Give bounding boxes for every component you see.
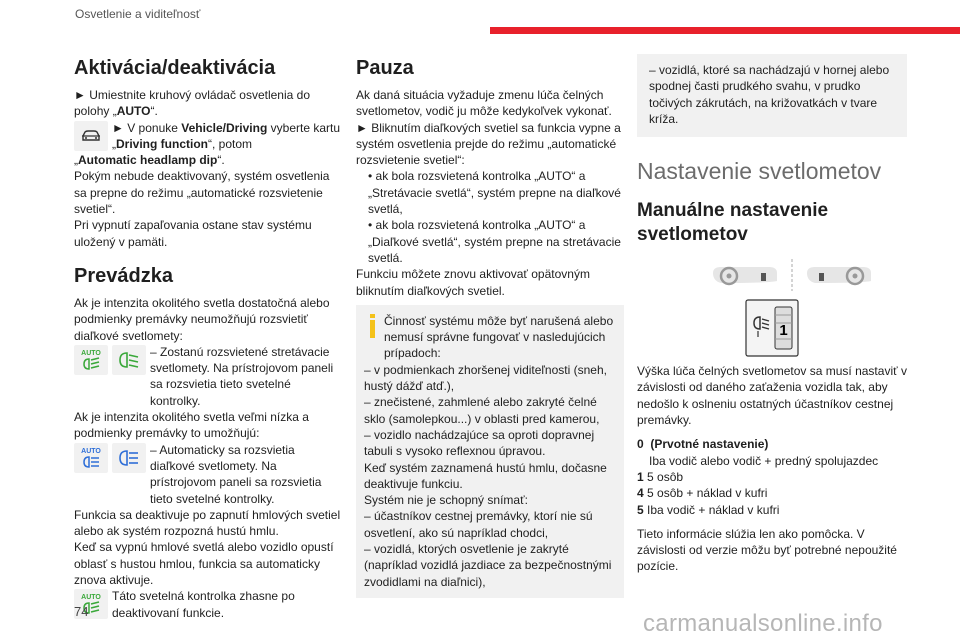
dashboard-illustration (677, 259, 907, 291)
dial-label: 1 (779, 322, 788, 340)
warning-note (356, 305, 624, 598)
operation-lowbeam-row (74, 344, 342, 409)
high-beam-icon (112, 443, 146, 473)
section-title-pause: Pauza (356, 57, 414, 79)
operation-off-row (74, 588, 342, 621)
adjust-item-1: 1 5 osôb (637, 469, 684, 484)
note-text-9: – vozidlá, ktoré sa nachádzajú v hornej alebo spodnej časti prudkého svahu, v prudko točivých zákrutách, na križovatkách v tvare kríža. (649, 63, 890, 126)
column-1 (74, 56, 342, 621)
activation-text-1: Pokým nebude deaktivovaný, systém osvetlenia sa prepne do režimu „automatické rozsvietenie svetiel“. (74, 169, 330, 217)
adjust-item-5: 5 Iba vodič + náklad v kufri (637, 502, 780, 517)
note-text-1: Činnosť systému môže byť narušená alebo nemusí správne fungovať v nasledujúcich prípadoch: (384, 313, 614, 361)
header-accent-bar (490, 27, 960, 34)
note-text-8: – vozidlá, ktorých osvetlenie je zakryté (napríklad vozidlá jazdiace za bezpečnostnými zvodidlami na diaľnici), (364, 542, 612, 589)
activation-step-1: ► Umiestnite kruhový ovládač osvetlenia do polohy „AUTO“. (74, 88, 310, 119)
auto-headlamp-icon (74, 443, 108, 473)
operation-text-2: – Zostanú rozsvietené stretávacie svetlomety. Na prístrojovom paneli sa rozsvietia tieto svetelné kontrolky. (150, 344, 334, 408)
headlamp-level-dial-icon (745, 299, 799, 357)
pause-bullet-1: • ak bola rozsvietená kontrolka „AUTO“ a „Stretávacie svetlá“, systém prepne na diaľkové svetlá, (368, 169, 621, 217)
section-title-operation: Prevádzka (74, 264, 173, 287)
adjust-item-0: 0 (Prvotné nastavenie) (637, 437, 769, 452)
pause-text-3: Funkciu môžete znovu aktivovať opätovným bliknutím diaľkových svetiel. (356, 267, 590, 298)
adjust-item-0-desc: Iba vodič alebo vodič + predný spolujazdec (649, 453, 879, 468)
headlamp-dial-illustration (637, 299, 907, 357)
pause-text-2: ► Bliknutím diaľkových svetiel sa funkcia vypne a systém osvetlenia prejde do režimu „automatické rozsvietenie svetiel“: (356, 120, 621, 168)
pause-bullet-2: • ak bola rozsvietená kontrolka „AUTO“ a „Diaľkové svetlá“, systém prepne na stretávacie svetlá. (368, 218, 621, 265)
operation-text-4: – Automaticky sa rozsvietia diaľkové svetlomety. Na prístrojovom paneli sa rozsvietia tieto svetelné kontrolky. (150, 442, 322, 506)
note-text-5: Keď systém zaznamená hustú hmlu, dočasne deaktivuje funkciu. (364, 460, 607, 491)
note-text-2: – v podmienkach zhoršenej viditeľnosti (sneh, hustý dážď atď.), (364, 362, 607, 394)
column-2 (356, 56, 624, 598)
adjust-text-2: Tieto informácie slúžia len ako pomôcka. V závislosti od verzie môžu byť potrebné nepoužité pozície. (637, 526, 897, 574)
car-menu-icon (74, 121, 108, 151)
column-3 (637, 54, 907, 575)
divider-icon (791, 259, 793, 291)
subsection-title-manual: Manuálne nastavenie svetlometov (637, 200, 829, 246)
chapter-title: Osvetlenie a viditeľnosť (75, 7, 201, 21)
note-text-7: – účastníkov cestnej premávky, ktorí nie sú osvetlení, ako sú napríklad chodci, (364, 509, 593, 540)
auto-headlamp-icon (74, 345, 108, 375)
svg-text:AUTO: AUTO (81, 447, 101, 455)
low-beam-icon (112, 345, 146, 375)
watermark: carmanualsonline.info (643, 610, 883, 637)
operation-text-6: Keď sa vypnú hmlové svetlá alebo vozidlo opustí oblasť s hustou hmlou, funkcia sa automaticky znova aktivuje. (74, 540, 334, 588)
operation-text-3: Ak je intenzita okolitého svetla veľmi nízka a podmienky premávky to umožňujú: (74, 410, 309, 441)
activation-text-2: Pri vypnutí zapaľovania ostane stav systému uložený v pamäti. (74, 218, 312, 249)
activation-step-2-row (74, 120, 342, 153)
steering-wheel-right-icon (803, 259, 875, 291)
note-text-4: – vozidlo nachádzajúce sa oproti dopravnej tabuli s vysoko reflexnou úpravou. (364, 427, 595, 459)
note-continuation (637, 54, 907, 137)
operation-text-7: Táto svetelná kontrolka zhasne po deaktivovaní funkcie. (112, 589, 295, 620)
activation-step-2: ► V ponuke Vehicle/Driving vyberte kartu „Driving function“, potom (112, 120, 341, 151)
operation-text-5: Funkcia sa deaktivuje po zapnutí hmlových svetiel alebo ak systém rozpozná hustú hmlu. (74, 507, 341, 539)
adjust-text-1: Výška lúča čelných svetlometov sa musí nastaviť v závislosti od daného zaťaženia vozidla tak, aby nedošlo k oslneniu ostatných účastníkov cestnej premávky. (637, 364, 907, 428)
section-title-activation: Aktivácia/deaktivácia (74, 57, 276, 79)
pause-text-1: Ak daná situácia vyžaduje zmenu lúča čelných svetlometov, vodič ju môže kedykoľvek vykonať. (356, 88, 612, 119)
activation-step-2-cont: „Automatic headlamp dip“. (74, 153, 225, 168)
operation-highbeam-row (74, 442, 342, 507)
steering-wheel-left-icon (709, 259, 781, 291)
operation-text-1: Ak je intenzita okolitého svetla dostatočná alebo podmienky premávky neumožňujú rozsvietiť diaľkové svetlomety: (74, 295, 330, 343)
note-text-6: Systém nie je schopný snímať: (364, 493, 528, 508)
adjust-item-4: 4 5 osôb + náklad v kufri (637, 486, 768, 501)
note-text-3: – znečistené, zahmlené alebo zakryté čelné sklo (samolepkou...) v oblasti pred kamerou, (364, 395, 600, 426)
section-title-headlamp-adjust: Nastavenie svetlometov (637, 158, 882, 185)
svg-text:AUTO: AUTO (81, 349, 101, 357)
svg-text:AUTO: AUTO (81, 594, 101, 602)
page-number: 74 (74, 604, 89, 619)
info-icon (364, 313, 384, 362)
